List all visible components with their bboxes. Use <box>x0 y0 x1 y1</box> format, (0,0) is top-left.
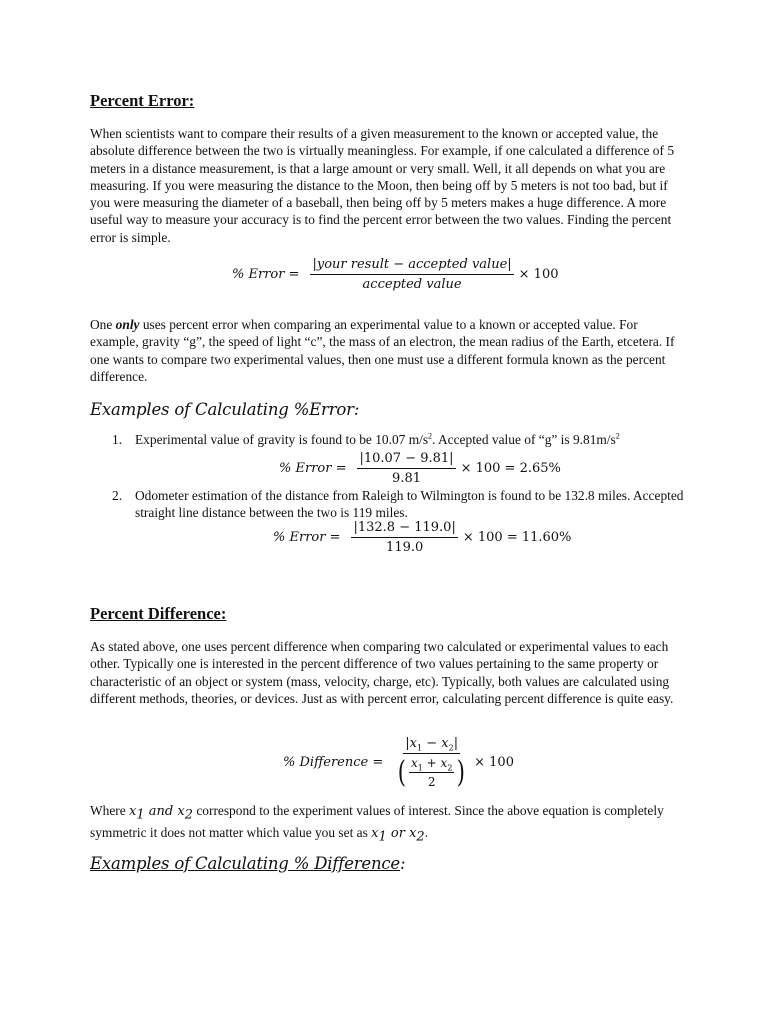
example-number: 2. <box>112 488 123 503</box>
var-x: x <box>409 736 417 751</box>
subscript: 1 <box>378 829 387 845</box>
formula-fraction <box>394 736 469 789</box>
period: . <box>424 825 429 840</box>
var-x: x <box>129 804 137 819</box>
formula-denominator: 9.81 <box>392 471 421 486</box>
subscript: 1 <box>417 743 423 753</box>
inner-fraction <box>409 756 454 789</box>
superscript: 2 <box>615 431 620 441</box>
percent-error-usage <box>90 316 682 385</box>
subheading-error-examples: Examples of Calculating %Error: <box>90 400 360 419</box>
subscript: 2 <box>416 829 425 845</box>
example-text <box>135 431 684 448</box>
formula-rhs: × 100 <box>518 267 559 282</box>
formula-numerator: |132.8 − 119.0| <box>351 520 457 538</box>
inner-numerator <box>409 756 454 773</box>
formula-denominator <box>394 754 469 789</box>
formula-lhs: % Difference = <box>283 755 384 770</box>
subscript: 2 <box>184 807 193 823</box>
formula-lhs: % Error = <box>273 530 341 545</box>
formula-denominator: 119.0 <box>386 540 424 555</box>
formula-rhs: × 100 = 2.65% <box>460 461 561 476</box>
formula-lhs: % Error = <box>232 267 300 282</box>
example-text-a: Experimental value of gravity is found to be 10.07 m/s <box>135 432 429 447</box>
where-text-a: Where <box>90 803 130 818</box>
percent-difference-formula <box>283 736 514 789</box>
percent-error-intro: When scientists want to compare their results of a given measurement to the known or accepted value, the absolute difference between the two is virtually meaningless. For example, if one calculated a difference of 5 meters in a distance measurement, is that a large amount or very small. Well, it all depends on what you are measuring. If you were measuring the distance to the Moon, then being off by 5 meters is not too bad, but if you were measuring the diameter of a baseball, then being off by 5 meters makes a huge difference. A more useful way to measure your accuracy is to find the percent error between the two values. Finding the percent error is simple. <box>90 126 675 245</box>
formula-denominator: accepted value <box>362 277 462 292</box>
formula-fraction <box>351 520 457 555</box>
usage-post: uses percent error when comparing an experimental value to a known or accepted value. For example, gravity “g”, the speed of light “c”, the mass of an electron, the mean radius of the Earth, etcetera. If one wants to compare two experimental values, then one must use a different formula known as the percent difference. <box>90 317 675 384</box>
subheading-difference-examples <box>90 854 405 873</box>
subheading-colon: : <box>400 854 406 873</box>
percent-difference-intro: As stated above, one uses percent difference when comparing two calculated or experimental values to each other. Typically one is interested in the percent difference of two values pertaining to the same property or characteristic of an object or system (mass, velocity, charge, etc). Typically, both values are calculated using different methods, theories, or devices. Just as with percent error, calculating percent difference is quite easy. <box>90 639 674 706</box>
left-paren: ( <box>398 754 407 790</box>
usage-pre: One <box>90 317 116 332</box>
formula-fraction <box>310 257 513 292</box>
superscript: 2 <box>428 431 433 441</box>
paren-group <box>396 756 467 789</box>
percent-error-formula <box>232 257 559 292</box>
example-text-b: . Accepted value of “g” is 9.81m/s <box>432 432 616 447</box>
section-heading-percent-difference: Percent Difference: <box>90 604 227 623</box>
var-x: x <box>371 826 379 841</box>
subscript: 1 <box>136 807 145 823</box>
formula-numerator: |10.07 − 9.81| <box>357 451 455 469</box>
formula-lhs: % Error = <box>279 461 347 476</box>
var-x: x <box>441 736 449 751</box>
formula-rhs: × 100 <box>474 755 514 770</box>
right-paren: ) <box>457 754 466 790</box>
var-x: x <box>410 756 418 770</box>
and-word: and <box>144 804 178 819</box>
where-text-b: correspond to the experiment values of interest. Since the above equation is completely symmetric it does not matter which value you set as <box>90 803 664 840</box>
var-x: x <box>177 804 185 819</box>
example-item-1 <box>112 431 684 448</box>
minus-sign: − <box>422 736 442 751</box>
example-text: Odometer estimation of the distance from Raleigh to Wilmington is found to be 132.8 miles. Accepted straight line distance between the two is 119 miles. <box>135 488 684 521</box>
plus-sign: + <box>422 756 441 770</box>
subscript: 2 <box>447 763 453 773</box>
inner-denominator: 2 <box>427 775 436 789</box>
example-item-2 <box>112 487 684 522</box>
formula-numerator: $|x_1 - x_2|$ <box>405 736 459 753</box>
usage-emphasis: only <box>115 317 140 332</box>
example-number: 1. <box>112 432 123 447</box>
example-1-formula <box>279 451 561 486</box>
formula-fraction <box>357 451 455 486</box>
formula-rhs: × 100 = 11.60% <box>462 530 572 545</box>
example-2-formula <box>273 520 571 555</box>
or-word: or <box>386 826 410 841</box>
var-x: x <box>409 826 417 841</box>
where-paragraph <box>90 800 682 844</box>
var-x: x <box>440 756 448 770</box>
subheading-text: Examples of Calculating % Difference <box>90 854 400 873</box>
section-heading-percent-error: Percent Error: <box>90 91 195 110</box>
subscript: 2 <box>448 743 454 753</box>
subscript: 1 <box>417 763 423 773</box>
formula-numerator: |your result − accepted value| <box>310 257 513 275</box>
